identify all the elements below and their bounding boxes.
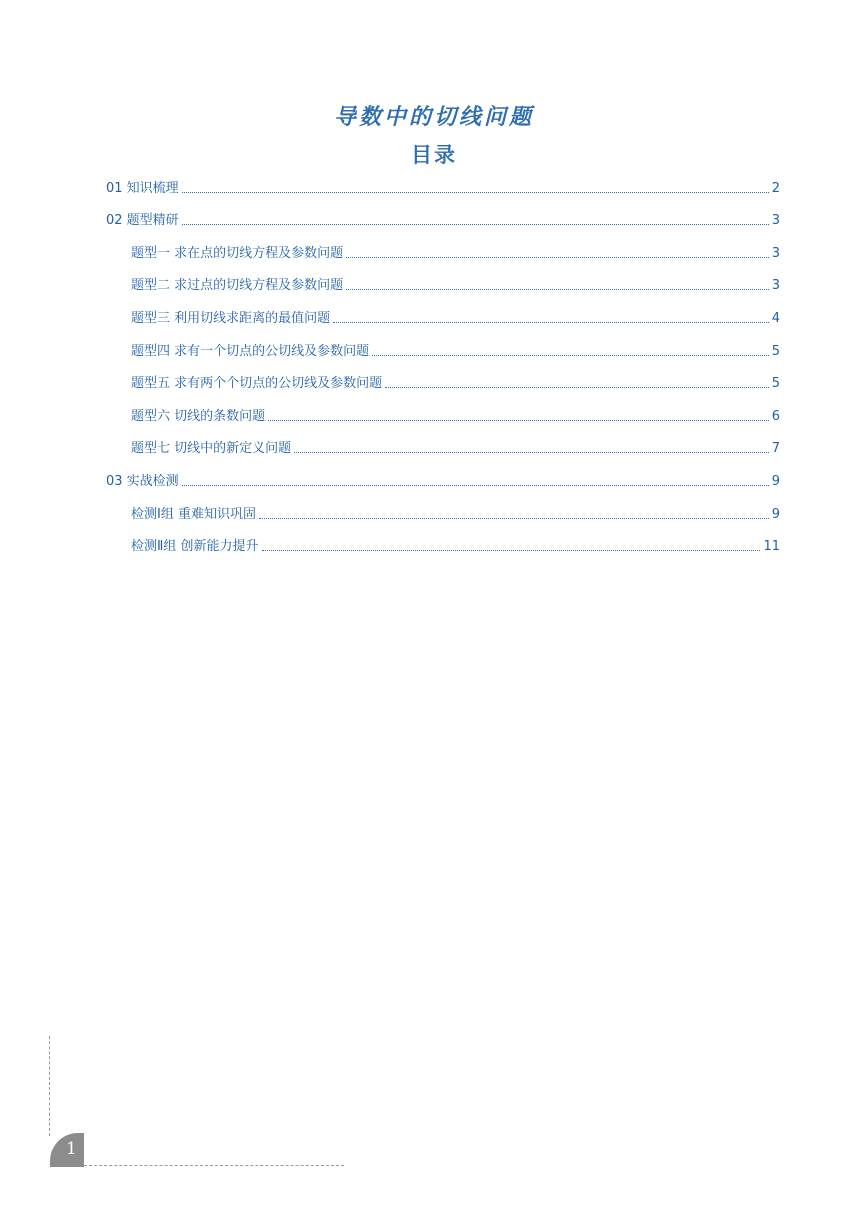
toc-entry-page: 11 (763, 539, 780, 555)
toc-dot-leader (182, 191, 769, 193)
toc-entry-label: 题型一 求在点的切线方程及参数问题 (131, 245, 344, 261)
toc-entry[interactable] (106, 233, 780, 266)
footer-dashed-line-vertical (49, 1036, 50, 1136)
toc-entry-page: 5 (771, 343, 780, 359)
toc-entry[interactable] (106, 396, 780, 429)
toc-entry-label: 02 题型精研 (106, 213, 179, 229)
toc-entry-page: 3 (771, 213, 780, 229)
toc-entry-label: 题型三 利用切线求距离的最值问题 (131, 310, 331, 326)
toc-entry-page: 3 (771, 278, 780, 294)
toc-dot-leader (268, 419, 769, 421)
toc-dot-leader (346, 288, 769, 290)
toc-entry-label: 题型六 切线的条数问题 (131, 408, 266, 424)
toc-entry[interactable] (106, 266, 780, 299)
toc-entry-page: 5 (771, 376, 780, 392)
toc-entry-label: 题型七 切线中的新定义问题 (131, 441, 292, 457)
footer-dashed-line-horizontal (84, 1165, 344, 1166)
toc-entry[interactable] (106, 461, 780, 494)
toc-entry[interactable] (106, 527, 780, 560)
toc-entry-label: 题型四 求有一个切点的公切线及参数问题 (131, 343, 370, 359)
toc-dot-leader (333, 321, 769, 323)
toc-entry-page: 9 (771, 473, 780, 489)
toc-entry[interactable] (106, 298, 780, 331)
toc-entry-label: 检测Ⅰ组 重难知识巩固 (131, 506, 256, 522)
toc-entry[interactable] (106, 364, 780, 397)
toc-dot-leader (262, 549, 761, 551)
toc-entry-label: 01 知识梳理 (106, 180, 179, 196)
document-title: 导数中的切线问题 (333, 104, 534, 130)
toc-entry-label: 题型五 求有两个个切点的公切线及参数问题 (131, 376, 383, 392)
toc-entry-page: 6 (771, 408, 780, 424)
toc-dot-leader (385, 386, 769, 388)
toc-dot-leader (182, 484, 769, 486)
toc-entry[interactable] (106, 168, 780, 201)
toc-entry-label: 03 实战检测 (106, 473, 179, 489)
toc-entry-page: 2 (771, 180, 780, 196)
toc-entry-page: 9 (771, 506, 780, 522)
toc-entry[interactable] (106, 494, 780, 527)
toc-entry[interactable] (106, 201, 780, 234)
toc-entry-page: 4 (771, 310, 780, 326)
toc-dot-leader (294, 451, 769, 453)
table-of-contents (106, 168, 780, 559)
toc-entry-page: 3 (771, 245, 780, 261)
toc-entry[interactable] (106, 429, 780, 462)
toc-dot-leader (372, 354, 769, 356)
toc-dot-leader (259, 517, 769, 519)
toc-dot-leader (346, 256, 769, 258)
page-number: 1 (66, 1139, 77, 1159)
toc-dot-leader (182, 223, 769, 225)
toc-entry-page: 7 (771, 441, 780, 457)
toc-heading: 目录 (411, 143, 457, 167)
toc-entry[interactable] (106, 331, 780, 364)
toc-entry-label: 检测Ⅱ组 创新能力提升 (131, 539, 259, 555)
toc-entry-label: 题型二 求过点的切线方程及参数问题 (131, 278, 344, 294)
